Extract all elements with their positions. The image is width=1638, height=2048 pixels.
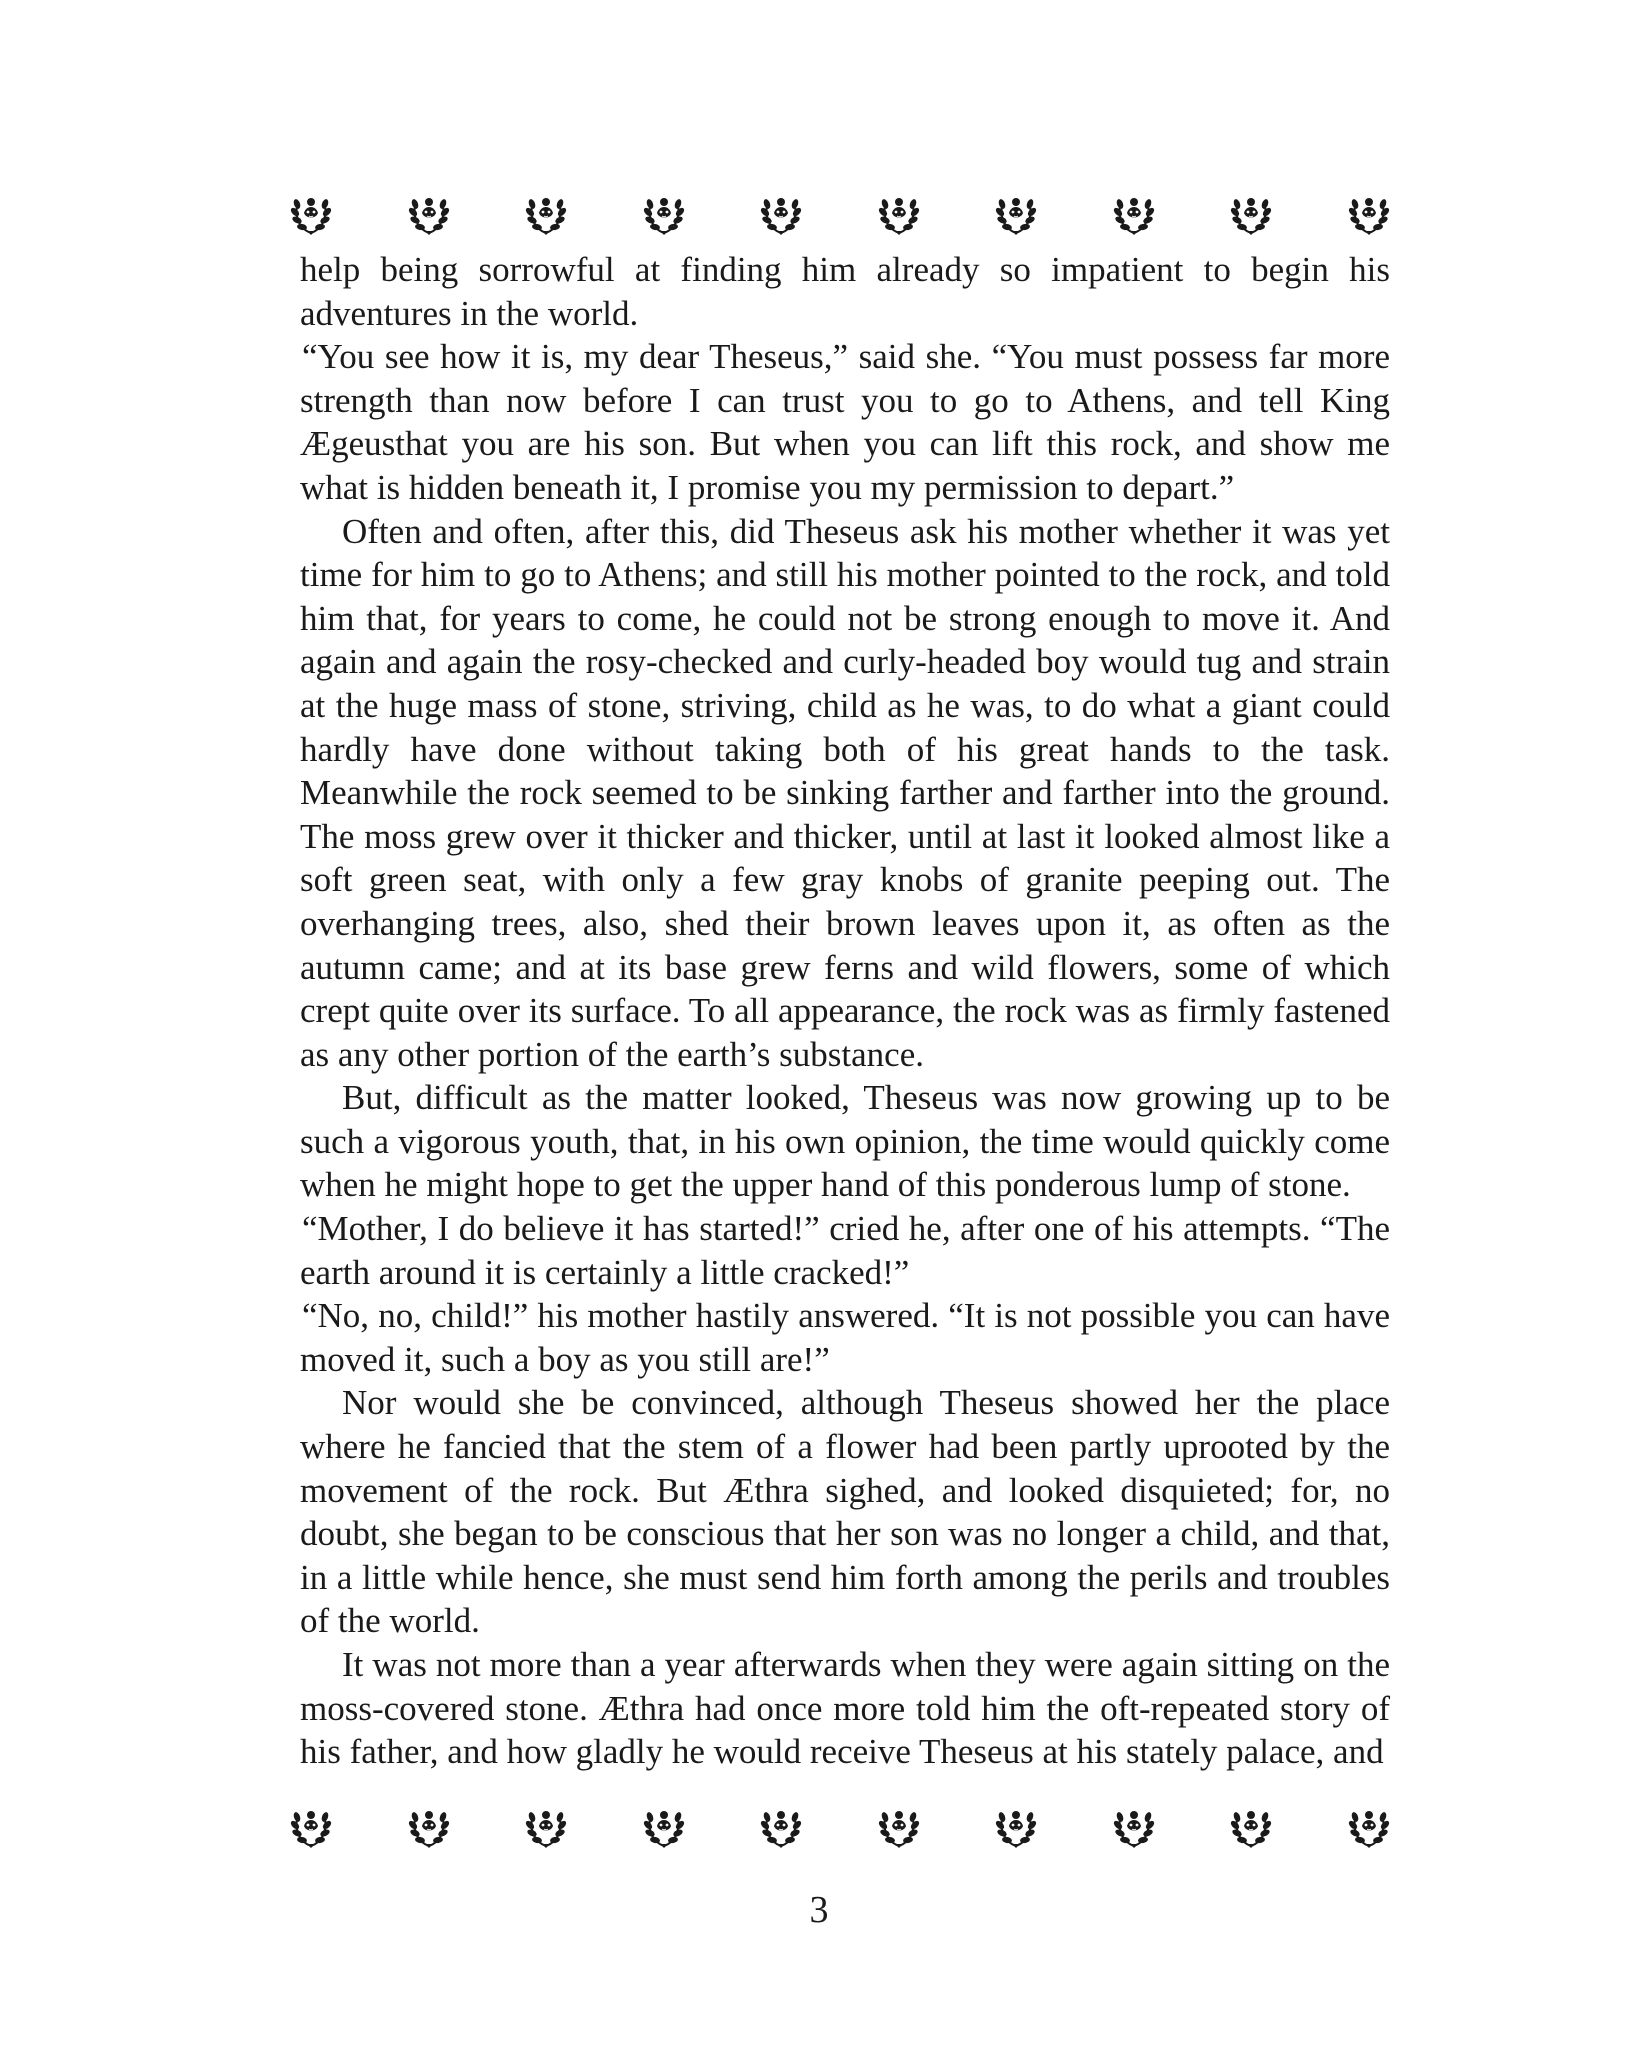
laurel-wreath-icon (1230, 193, 1272, 237)
laurel-wreath-icon (760, 193, 802, 237)
page-number: 3 (809, 1889, 829, 1931)
laurel-wreath-icon (878, 1806, 920, 1850)
laurel-wreath-icon (760, 1806, 802, 1850)
paragraph: “You see how it is, my dear Theseus,” said she. “You must possess far more strength than now before I can trust you to go to Athens, and tell King Ægeusthat you are his son. But when you can lift this rock, and show me what is hidden beneath it, I promise you my permission to depart.” (300, 337, 1390, 507)
paragraph: But, difficult as the matter looked, Theseus was now growing up to be such a vigorous youth, that, in his own opinion, the time would quickly come when he might hope to get the upper hand of this ponderous lump of stone. (300, 1078, 1390, 1205)
laurel-wreath-icon (290, 1806, 332, 1850)
paragraph: help being sorrowful at finding him already so impatient to begin his adventures in the world. (300, 250, 1390, 333)
laurel-wreath-icon (1113, 193, 1155, 237)
laurel-wreath-icon (878, 193, 920, 237)
laurel-wreath-icon (290, 193, 332, 237)
laurel-wreath-icon (995, 193, 1037, 237)
laurel-wreath-icon (1348, 193, 1390, 237)
paragraph: “No, no, child!” his mother hastily answered. “It is not possible you can have moved it, such a boy as you still are!” (300, 1296, 1390, 1379)
laurel-wreath-icon (995, 1806, 1037, 1850)
paragraph: Nor would she be convinced, although Theseus showed her the place where he fancied that the stem of a flower had been partly uprooted by the movement of the rock. But Æthra sighed, and looked disquieted; for, no doubt, she began to be conscious that her son was no longer a child, and that, in a little while hence, she must send him forth among the perils and troubles of the world. (300, 1383, 1390, 1641)
paragraph: It was not more than a year afterwards when they were again sitting on the moss-covered stone. Æthra had once more told him the oft-repeated story of his father, and how gladly he would receive Theseus at his stately palace, and (300, 1645, 1390, 1772)
laurel-wreath-icon (1113, 1806, 1155, 1850)
laurel-wreath-icon (643, 1806, 685, 1850)
laurel-wreath-icon (408, 193, 450, 237)
paragraph: “Mother, I do believe it has started!” cried he, after one of his attempts. “The earth around it is certainly a little cracked!” (300, 1209, 1390, 1292)
laurel-wreath-icon (408, 1806, 450, 1850)
top-ornament-border (290, 190, 1390, 240)
laurel-wreath-icon (643, 193, 685, 237)
laurel-wreath-icon (525, 1806, 567, 1850)
bottom-ornament-border (290, 1803, 1390, 1853)
laurel-wreath-icon (1348, 1806, 1390, 1850)
page-body-text (300, 248, 1390, 1774)
laurel-wreath-icon (525, 193, 567, 237)
paragraph: Often and often, after this, did Theseus ask his mother whether it was yet time for him to go to Athens; and still his mother pointed to the rock, and told him that, for years to come, he could not be strong enough to move it. And again and again the rosy-checked and curly-headed boy would tug and strain at the huge mass of stone, striving, child as he was, to do what a giant could hardly have done without taking both of his great hands to the task. Meanwhile the rock seemed to be sinking farther and farther into the ground. The moss grew over it thicker and thicker, until at last it looked almost like a soft green seat, with only a few gray knobs of granite peeping out. The overhanging trees, also, shed their brown leaves upon it, as often as the autumn came; and at its base grew ferns and wild flowers, some of which crept quite over its surface. To all appearance, the rock was as firmly fastened as any other portion of the earth’s substance. (300, 511, 1390, 1074)
laurel-wreath-icon (1230, 1806, 1272, 1850)
